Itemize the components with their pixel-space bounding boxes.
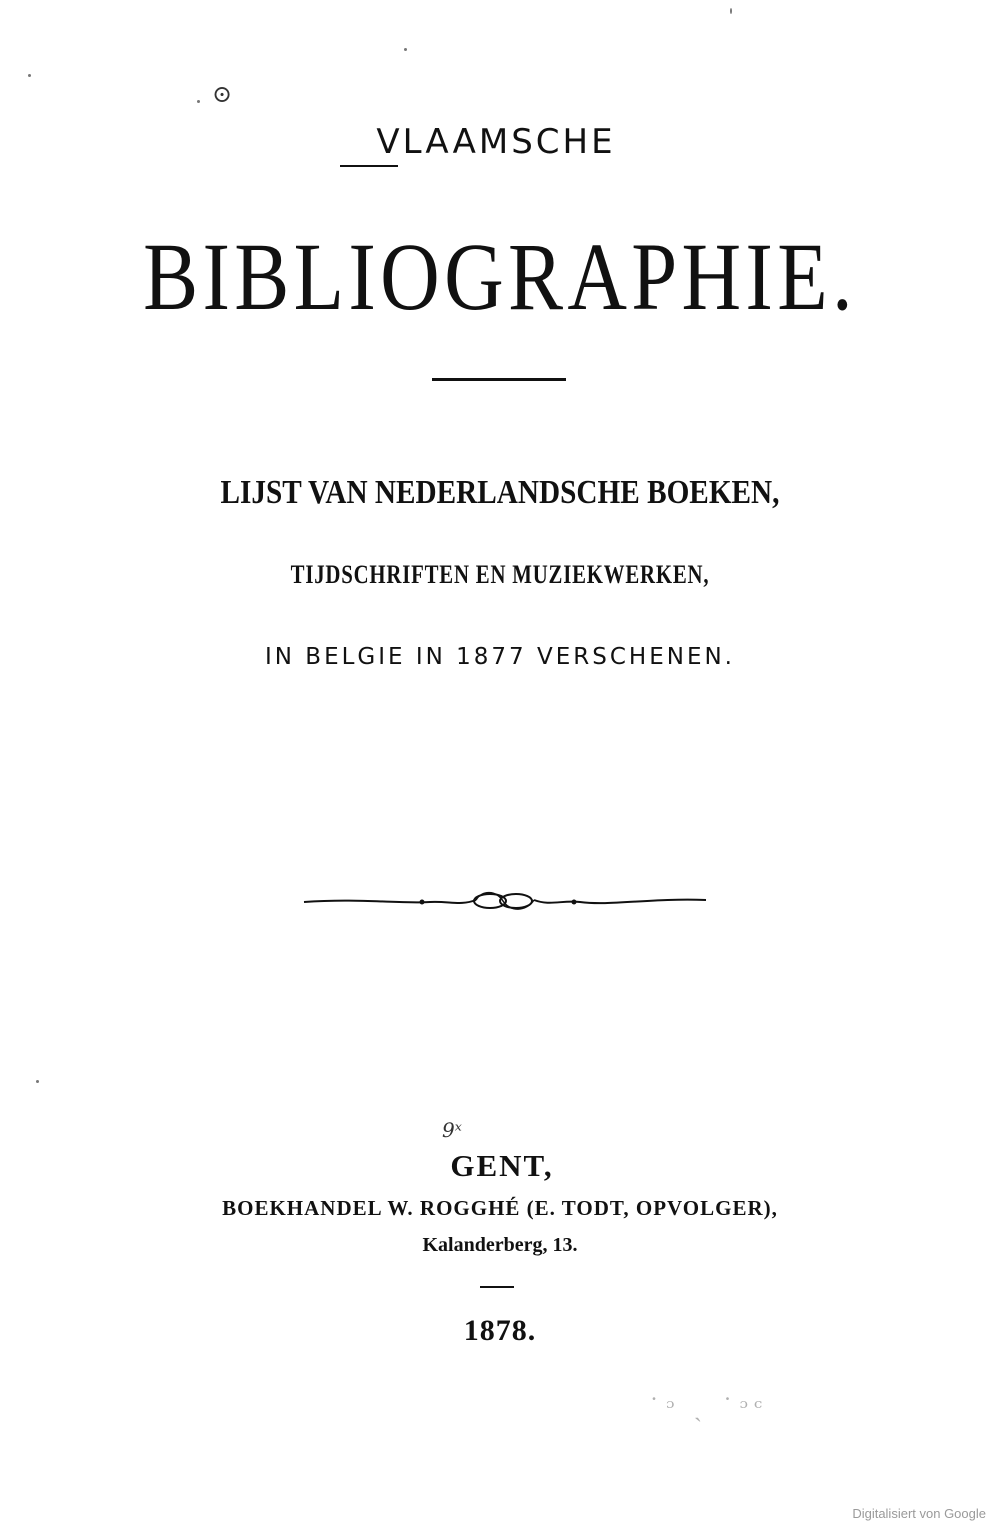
handwritten-pencil-note: 9ˣ xyxy=(442,1118,462,1142)
imprint-place: GENT, xyxy=(450,1148,554,1183)
ink-speck xyxy=(404,48,407,51)
ink-speck xyxy=(730,8,732,14)
imprint-divider-rule xyxy=(480,1286,514,1288)
imprint-year: 1878. xyxy=(463,1314,537,1347)
series-title-underline xyxy=(340,165,398,167)
ornamental-divider xyxy=(300,886,710,916)
title-divider-rule xyxy=(432,378,566,381)
ink-speck xyxy=(28,74,31,77)
ink-speck xyxy=(197,100,200,103)
subtitle-line-2: TIJDSCHRIFTEN EN MUZIEKWERKEN, xyxy=(290,560,710,589)
imprint-address: Kalanderberg, 13. xyxy=(422,1234,578,1256)
library-shelfmark: ˙ᵓ ˎ ˙ᵓᶜ xyxy=(648,1394,769,1422)
subtitle-line-1: LIJST VAN NEDERLANDSCHE BOEKEN, xyxy=(220,474,780,511)
imprint-publisher: BOEKHANDEL W. ROGGHÉ (E. TODT, OPVOLGER), xyxy=(222,1196,778,1220)
digitization-watermark: Digitalisiert von Google xyxy=(852,1506,986,1521)
ink-speck xyxy=(36,1080,39,1083)
series-title: VLAAMSCHE xyxy=(376,122,616,162)
subtitle-line-3: IN BELGIE IN 1877 VERSCHENEN. xyxy=(264,644,735,670)
handwritten-circle-mark: ⊙ xyxy=(212,80,233,108)
main-title: BIBLIOGRAPHIE. xyxy=(143,223,857,330)
